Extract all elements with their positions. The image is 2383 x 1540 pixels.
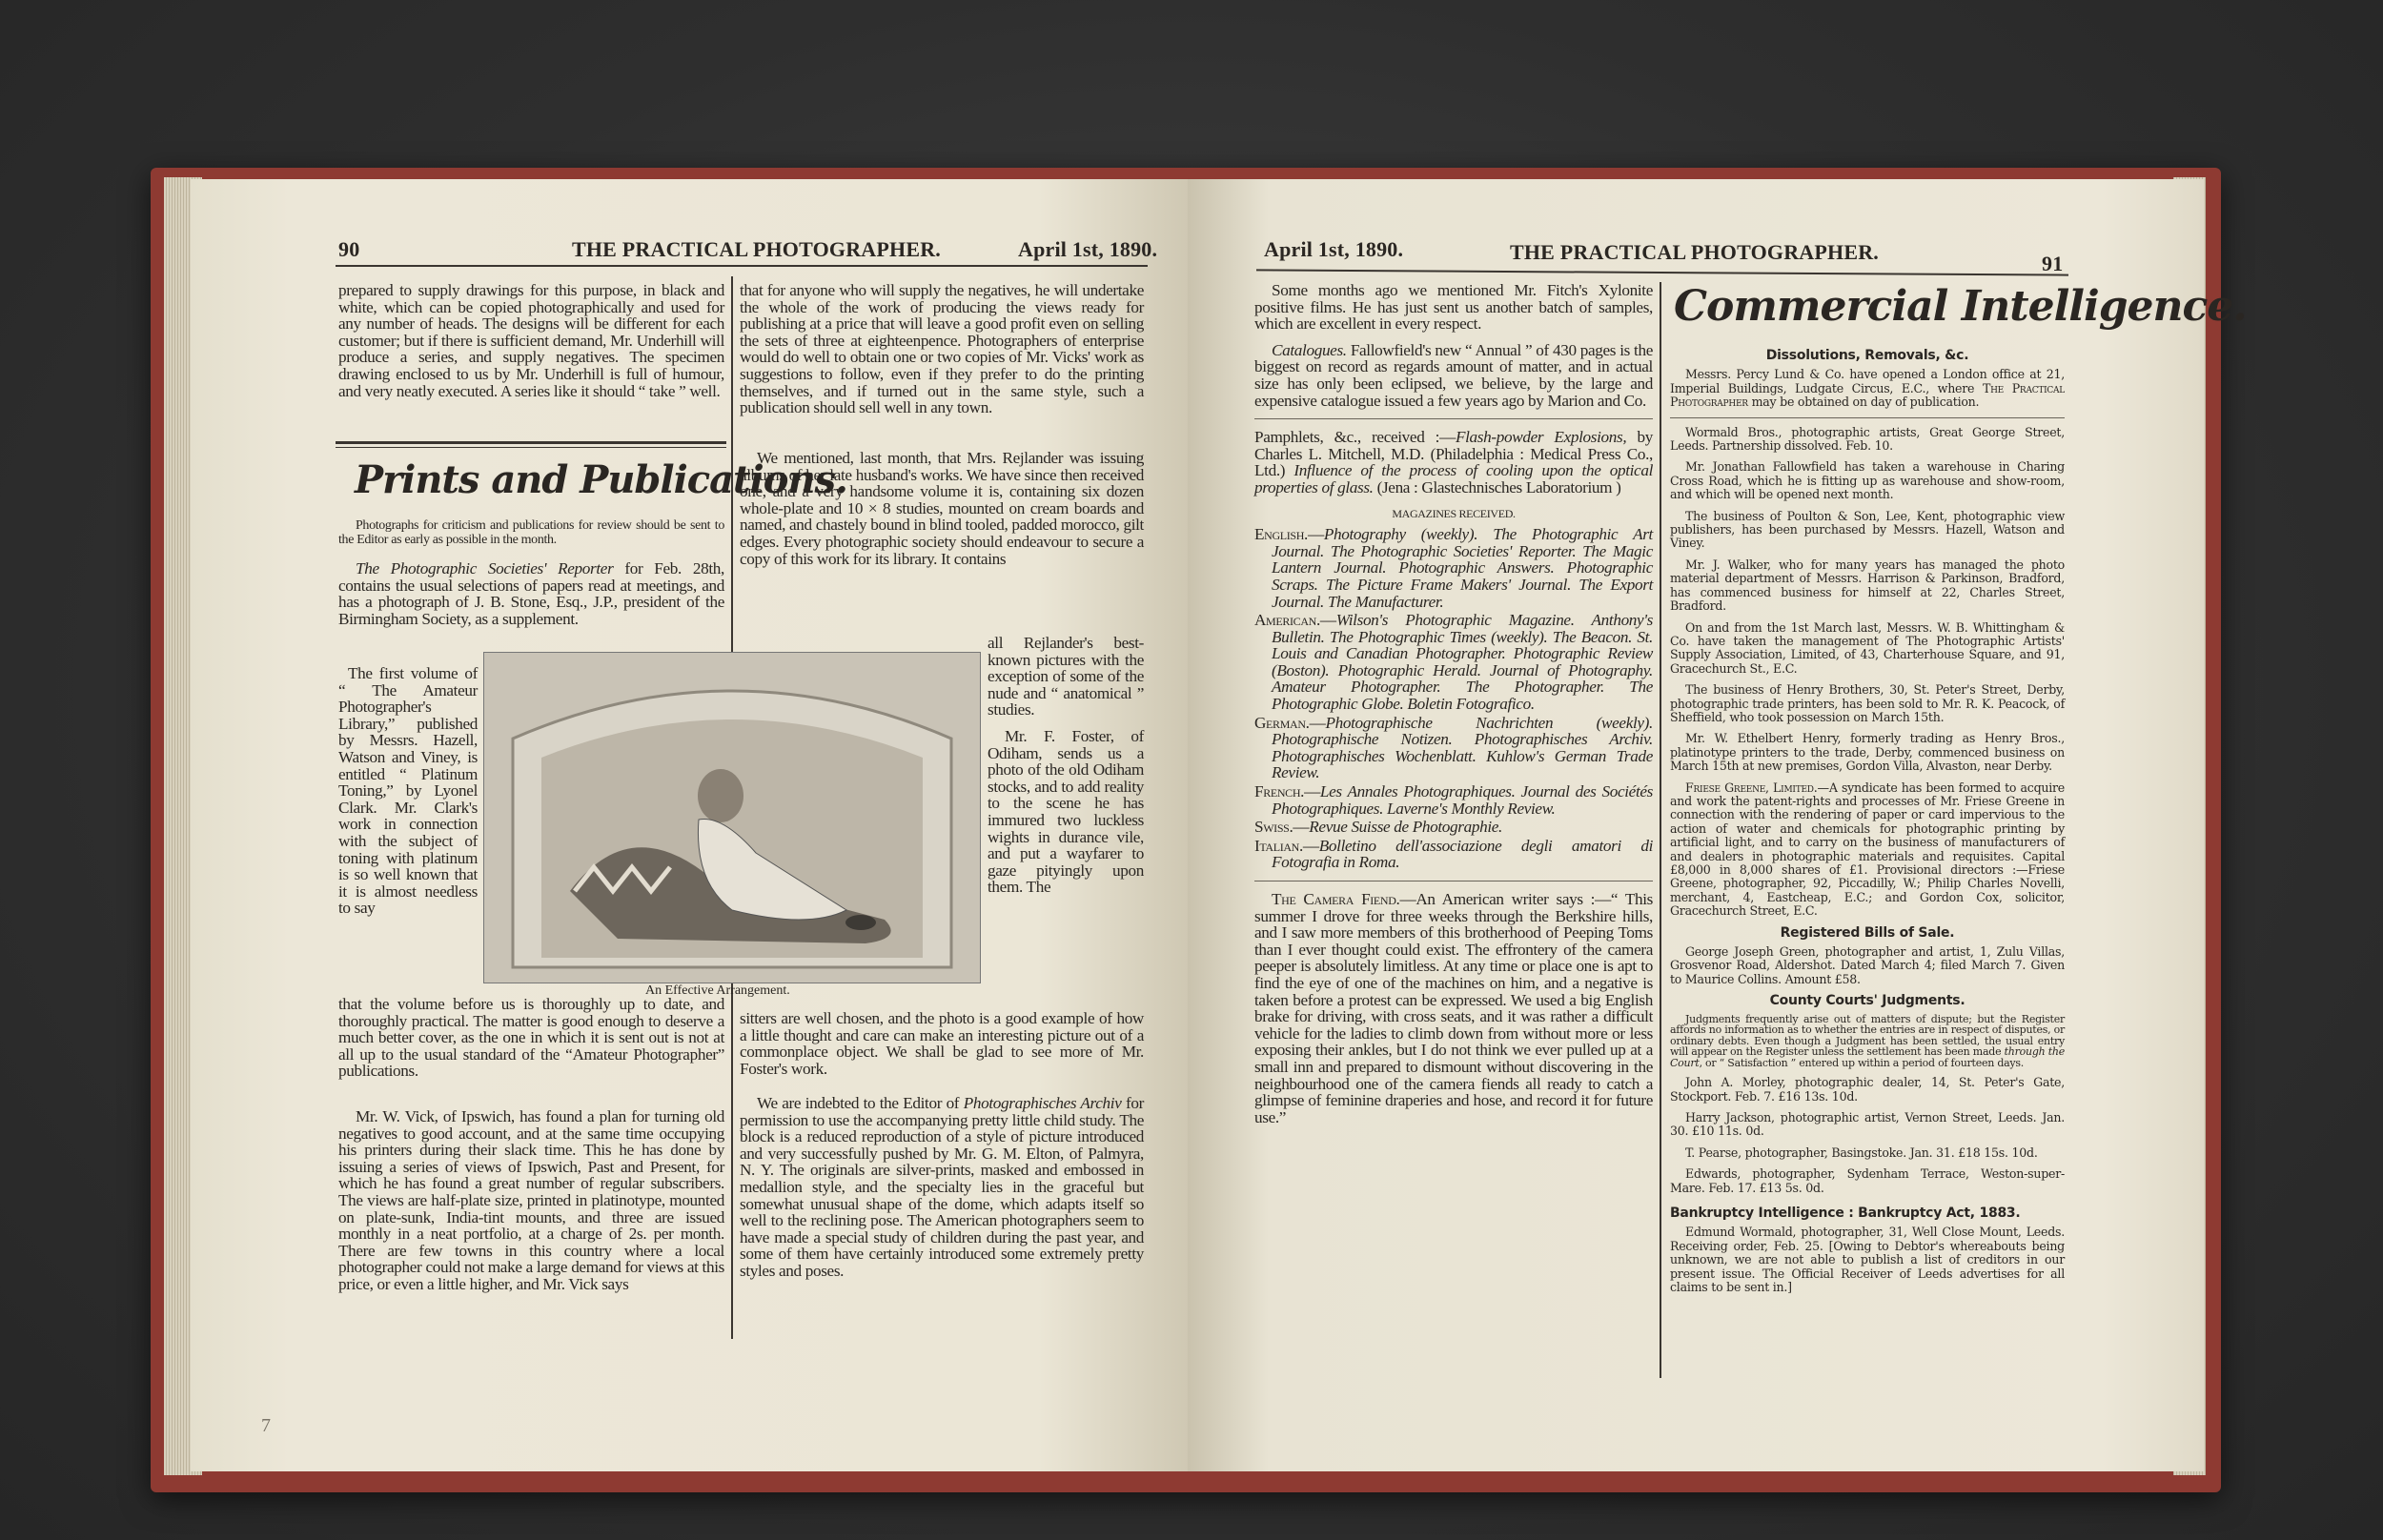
- commercial-item: The business of Henry Brothers, 30, St. Peter's Street, Derby, photographic trade printers, has been sold to Mr. R. K. Peacock, of Sheffield, who took possession on March 15th.: [1670, 682, 2065, 724]
- article-foster-cont: sitters are well chosen, and the photo is a good example of how a little thought and care can make an interesting picture out of a commonplace object. We shall be glad to see more of Mr. Foster's work.: [740, 1009, 1144, 1078]
- magazines-heading: MAGAZINES RECEIVED.: [1392, 506, 1516, 520]
- column-rule-right: [1660, 282, 1661, 1378]
- judgment-entry: T. Pearse, photographer, Basingstoke. Jan. 31. £18 15s. 10d.: [1685, 1145, 2038, 1160]
- article-rejlander-narrow: all Rejlander's best-known pictures with the exception of some of the nude and “ anatomical ” studies. Mr. F. Foster, of Odiham, sends us a photo of the old Odiham stocks, and to add reality to the scene he has immured two luckless wights in durance vile, and put a wayfarer to gaze pityingly upon them. The: [988, 634, 1144, 897]
- commercial-item: Mr. Jonathan Fallowfield has taken a warehouse in Charing Cross Road, which he is fitting up as warehouse and show-room, and which will be opened next month.: [1670, 459, 2065, 502]
- magazine-entry: German.—Photographische Nachrichten (weekly). Photographische Notizen. Photographisches Archiv. Photographisches Wochenblatt. Kuhlow's German Trade Review.: [1254, 713, 1653, 782]
- page-number-right: 91: [2042, 252, 2064, 275]
- child-photo-illustration: [483, 652, 981, 983]
- right-col1-text: Some months ago we mentioned Mr. Fitch's Xylonite positive films. He has just sent us another batch of samples, which are excellent in every respect. Catalogues. Fallowfield's new “ Annual ” of 430 pages is the biggest on record as regards amount of matter, and in actual size has only been eclipsed, we believe, by the large and expensive catalogue issued a few years ago by Marion and Co. Pamphlets, &c., received :—Flash-powder Explosions, by Charles L. Mitchell, M.D. (Philadelphia : Medical Press Co., Ltd.) Influence of the process of cooling upon the optical properties of glass. (Jena : Glastechnisches Laboratorium ) MAGAZINES RECEIVED. English.—Photography (weekly). The Photographic Art Journal. The Photographic Societies' Reporter. The Magic Lantern Journal. Photographic Answers. Photographic Scraps. The Picture Frame Makers' Journal. The Export Journal. The Manufacturer. American.—Wilson's Photographic Magazine. Anthony's Bulletin. The Photographic Times (weekly). The Beacon. St. Louis and Canadian Photographer. Photographic Review (Boston). Photographic Herald. Journal of Photography. Amateur Photographer. The Photographer. The Photographic Globe. Boletin Fotografico. German.—Photographische Nachrichten (weekly). Photographische Notizen. Photographisches Archiv. Photographisches Wochenblatt. Kuhlow's German Trade Review. French.—Les Annales Photographiques. Journal des Sociétés Photographiques. Laverne's Monthly Review. Swiss.—Revue Suisse de Photographie. Italian.—Bolletino dell'associazione degli amatori di Fotografia in Roma. The Camera Fiend.—An American writer says :—“ This summer I drove for three weeks through the Berkshire hills, and I saw more members of this brotherhood of Peeping Toms than I ever thought could exist. The effrontery of the camera peeper is absolutely limitless. At any time or place one is apt to find the eye of one of the machines on him, and a negative is taken before a protest can be expressed. We used a big English brake for driving, with cross seats, and it was rather a difficult vehicle for the ladies to climb down from without more or less exposing their ankles, but I do not think we ever pulled up at a small inn and prepared to dismount without discovering in the neighbourhood one of the camera fiends all ready to catch a glimpse of feminine draperies and hose, and record it for future use.”: [1254, 281, 1654, 1126]
- magazines-list: [1254, 526, 1653, 871]
- commercial-item: On and from the 1st March last, Messrs. W. B. Whittingham & Co. have taken the management of The Photographic Artists' Supply Association, Limited, of 43, Charterhouse Square, and 91, Gracechurch St., E.C.: [1670, 619, 2065, 676]
- header-rule: [336, 265, 1148, 267]
- running-title-right: THE PRACTICAL PHOTOGRAPHER.: [1510, 240, 1879, 264]
- article-archiv: We are indebted to the Editor of Photographisches Archiv for permission to use the accompanying pretty little child study. The block is a reduced reproduction of a style of picture introduced and very successfully pushed by Mr. G. M. Elton, of Palmyra, N. Y. The originals are silver-prints, masked and embossed in medallion style, and the specialty lies in the graceful but somewhat unusual shape of the dome, which adapts itself so well to the reclining pose. The American photographers seem to have made a special study of children during the past year, and some of them have certainly introduced some extremely pretty styles and poses.: [740, 1094, 1144, 1280]
- magazine-entry: American.—Wilson's Photographic Magazine. Anthony's Bulletin. The Photographic Times (weekly). The Beacon. St. Louis and Canadian Photographer. Photographic Review (Boston). Photographic Herald. Journal of Photography. Amateur Photographer. The Photographer. The Photographic Globe. Boletin Fotografico.: [1254, 611, 1653, 714]
- judgment-entry: Edwards, photographer, Sydenham Terrace, Weston-super-Mare. Feb. 17. £13 5s. 0d.: [1670, 1166, 2065, 1195]
- margin-pencil-mark: 7: [261, 1415, 271, 1436]
- commercial-item: Wormald Bros., photographic artists, Great George Street, Leeds. Partnership dissolved. Feb. 10.: [1670, 424, 2065, 454]
- magazine-entry: Swiss.—Revue Suisse de Photographie.: [1254, 818, 1502, 837]
- magazine-entry: French.—Les Annales Photographiques. Journal des Sociétés Photographiques. Laverne's Monthly Review.: [1254, 782, 1653, 818]
- section-heading-prints: Prints and Publications.: [355, 457, 847, 502]
- notice-text: Photographs for criticism and publications for review should be sent to the Editor as early as possible in the month.: [338, 518, 724, 547]
- article-library-cont: that the volume before us is thoroughly up to date, and thoroughly practical. The matter is good enough to deserve a much better cover, as the one in which it is sent out is not at all up to the usual standard of the “Amateur Photographer” publications.: [338, 995, 724, 1081]
- article-reporter: The Photographic Societies' Reporter for Feb. 28th, contains the usual selections of papers read at meetings, and has a photograph of J. B. Stone, Esq., J.P., president of the Birmingham Society, as a supplement.: [338, 559, 724, 628]
- article-vick-cont: that for anyone who will supply the negatives, he will undertake the whole of the work of producing the views ready for publishing at a price that will leave a good profit even on selling the sets of three at eighteenpence. Photographers of enterprise would do well to obtain one or two copies of Mr. Vicks' work as suggestions to follow, even if they prefer to do the printing themselves, and if turned out in the same style, such a publication should sell well in any town.: [740, 281, 1144, 417]
- article-library-narrow: The first volume of “ The Amateur Photographer's Library,” published by Messrs. Hazell, Watson and Viney, is entitled “ Platinum Toning,” by Lyonel Clark. Mr. Clark's work in connection with the subject of toning with platinum is so well known that it is almost needless to say: [338, 664, 478, 918]
- commercial-item: Mr. J. Walker, who for many years has managed the photo material department of Messrs. Harrison & Parkinson, Bradford, has commenced business for himself at 22, Charles Street, Bradford.: [1670, 557, 2065, 614]
- commercial-item: The business of Poulton & Son, Lee, Kent, photographic view publishers, has been purchased by Messrs. Hazell, Watson and Viney.: [1670, 508, 2065, 551]
- issue-date: April 1st, 1890.: [1018, 237, 1158, 261]
- section-heading-commercial: Commercial Intelligence.: [1674, 282, 2247, 331]
- commercial-items-list: [1670, 426, 2065, 774]
- issue-date-right: April 1st, 1890.: [1264, 237, 1404, 261]
- judgments-list: [1670, 1076, 2065, 1195]
- commercial-item: Mr. W. Ethelbert Henry, formerly trading as Henry Bros., platinotype printers to the trade, Derby, commenced business on March 15th at new premises, Gordon Villa, Alvaston, near Derby.: [1670, 731, 2065, 774]
- page-number: 90: [338, 237, 360, 261]
- right-col2-text: Dissolutions, Removals, &c. Messrs. Percy Lund & Co. have opened a London office at 21, Imperial Buildings, Ludgate Circus, E.C., where The Practical Photographer may be obtained on day of publication. Wormald Bros., photographic artists, Great George Street, Leeds. Partnership dissolved. Feb. 10. Mr. Jonathan Fallowfield has taken a warehouse in Charing Cross Road, which he is fitting up as warehouse and show-room, and which will be opened next month. The business of Poulton & Son, Lee, Kent, photographic view publishers, has been purchased by Messrs. Hazell, Watson and Viney. Mr. J. Walker, who for many years has managed the photo material department of Messrs. Harrison & Parkinson, Bradford, has commenced business for himself at 22, Charles Street, Bradford. On and from the 1st March last, Messrs. W. B. Whittingham & Co. have taken the management of The Photographic Artists' Supply Association, Limited, of 43, Charterhouse Square, and 91, Gracechurch St., E.C. The business of Henry Brothers, 30, St. Peter's Street, Derby, photographic trade printers, has been sold to Mr. R. K. Peacock, of Sheffield, who took possession on March 15th. Mr. W. Ethelbert Henry, formerly trading as Henry Bros., platinotype printers to the trade, Derby, commenced business on March 15th at new premises, Gordon Villa, Alvaston, near Derby. Friese Greene, Limited.—A syndicate has been formed to acquire and work the patent-rights and processes of Mr. Friese Greene in connection with the rendering of paper or card impervious to the action of water and chemicals for photographic printing by artificial light, and to carry on the business of manufacturers of and dealers in photographic materials and requisites. Capital £8,000 in 8,000 shares of £1. Provisional directors :—Friese Greene, photographer, 92, Piccadilly, W.; Philip Charles Novelli, merchant, 4, Eastcheap, E.C.; and Gordon Cox, solicitor, Gracechurch Street, E.C. Registered Bills of Sale. George Joseph Green, photographer and artist, 1, Zulu Villas, Grosvenor Road, Aldershot. Dated March 4; filed March 7. Given to Maurice Collins. Amount £58. County Courts' Judgments. Judgments frequently arise out of matters of dispute; but the Register affords no information as to whether the entries are in respect of disputes, or ordinary debts. Even though a Judgment has been settled, the usual entry will appear on the Register unless the settlement has been made through the Court, or “ Satisfaction ” entered up within a period of fourteen days. John A. Morley, photographic dealer, 14, St. Peter's Gate, Stockport. Feb. 7. £16 13s. 10d. Harry Jackson, photographic artist, Vernon Street, Leeds. Jan. 30. £10 11s. 0d. T. Pearse, photographer, Basingstoke. Jan. 31. £18 15s. 10d. Edwards, photographer, Sydenham Terrace, Weston-super-Mare. Feb. 17. £13 5s. 0d. Bankruptcy Intelligence : Bankruptcy Act, 1883. Edmund Wormald, photographer, 31, Well Close Mount, Leeds. Receiving order, Feb. 25. [Owing to Debtor's whereabouts being unknown, we are not able to publish a list of creditors in our present issue. The Official Receiver of Leeds advertises for all claims to be sent in.]: [1670, 348, 2065, 1295]
- magazine-entry: English.—Photography (weekly). The Photographic Art Journal. The Photographic Societies' Reporter. The Magic Lantern Journal. Photographic Answers. Photographic Scraps. The Picture Frame Makers' Journal. The Export Journal. The Manufacturer.: [1254, 525, 1653, 611]
- article-rejlander: We mentioned, last month, that Mrs. Rejlander was issuing albums of her late husband's works. We have since then received one, and a very handsome volume it is, containing six dozen whole-plate and 10 × 8 studies, mounted on cream boards and named, and chastely bound in blind tooled, padded morocco, gilt edges. Every photographic society should endeavour to secure a copy of this work for its library. It contains: [740, 449, 1144, 568]
- article-vick: Mr. W. Vick, of Ipswich, has found a plan for turning old negatives to good account, and at the same time occupying his printers during their slack time. This he has done by issuing a series of views of Ipswich, Past and Present, for which he has found a great number of regular subscribers. The views are half-plate size, printed in platinotype, mounted on plate-sunk, India-tint mounts, and three are issued monthly in a neat portfolio, at a charge of 2s. per month. There are few towns in this country where a local photographer could not make a large demand for views at this price, or even a little higher, and Mr. Vick says: [338, 1107, 724, 1293]
- magazine-entry: Italian.—Bolletino dell'associazione degli amatori di Fotografia in Roma.: [1254, 836, 1653, 872]
- section-double-rule: [336, 441, 726, 444]
- article-underhill: prepared to supply drawings for this purpose, in black and white, which can be copied photographically and used for any number of heads. The designs will be different for each customer; but if there is sufficient demand, Mr. Underhill will produce a series, and supply negatives. The specimen drawing enclosed to us by Mr. Underhill is full of humour, and very neatly executed. A series like it should “ take ” well.: [338, 281, 724, 400]
- judgment-entry: Harry Jackson, photographic artist, Vernon Street, Leeds. Jan. 30. £10 11s. 0d.: [1670, 1109, 2065, 1139]
- judgment-entry: John A. Morley, photographic dealer, 14, St. Peter's Gate, Stockport. Feb. 7. £16 13s. 10d.: [1670, 1075, 2065, 1104]
- running-title: THE PRACTICAL PHOTOGRAPHER.: [572, 237, 941, 261]
- section-rule-thin: [336, 447, 726, 448]
- figure-caption: An Effective Arrangement.: [645, 983, 790, 998]
